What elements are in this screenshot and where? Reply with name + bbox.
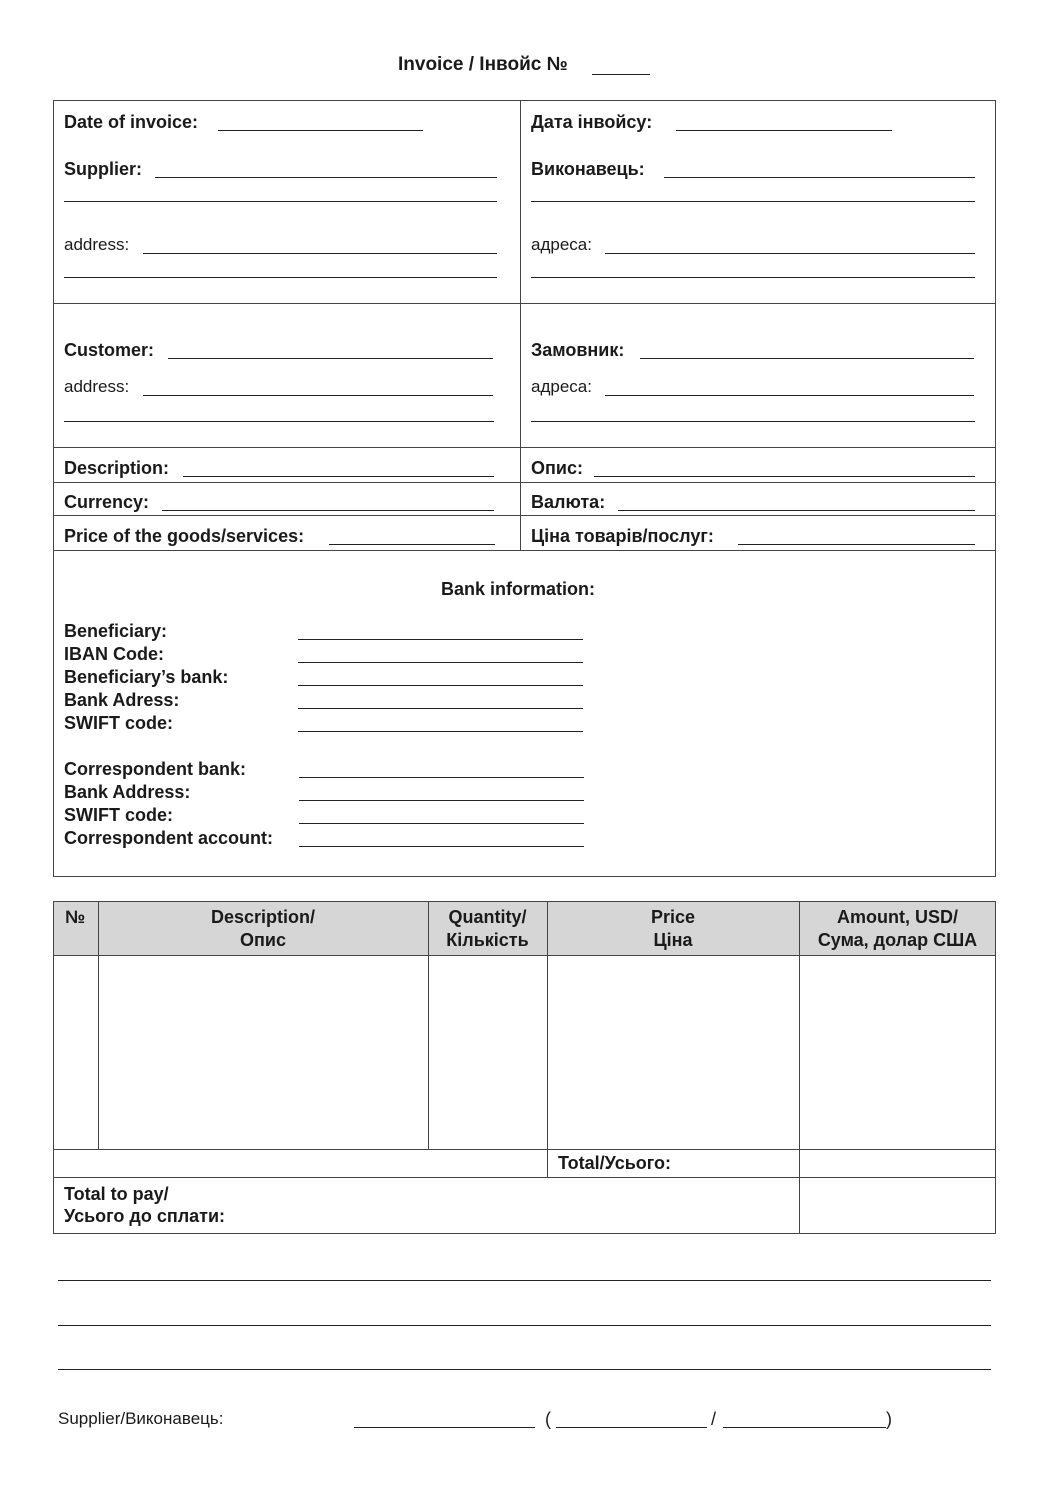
total-label: Total/Усього: [558,1153,672,1173]
bank-field-line[interactable] [298,685,583,686]
description-field-ua[interactable] [594,476,975,477]
correspondent-field-label: Correspondent account: [64,828,274,848]
header-description [98,906,428,952]
header-description-line2: Опис [240,930,286,950]
header-quantity-line2: Кількість [446,930,529,950]
supplier-field-en-2[interactable] [64,201,497,202]
table-cell-quantity[interactable] [430,957,546,1148]
close-paren: ) [886,1409,892,1429]
notes-line[interactable] [58,1369,991,1370]
bank-field-line[interactable] [298,639,583,640]
customer-address-label-ua: адреса: [531,377,592,396]
header-price-line2: Ціна [653,930,693,950]
price-field-ua[interactable] [738,544,975,545]
price-label-ua: Ціна товарів/послуг: [531,526,714,546]
customer-address-field-en-2[interactable] [64,421,494,422]
currency-label-ua: Валюта: [531,492,606,512]
supplier-address-label-en: address: [64,235,130,254]
correspondent-field-line[interactable] [299,846,584,847]
open-paren: ( [545,1409,551,1429]
total-to-pay-label-line2: Усього до сплати: [64,1206,226,1226]
total-to-pay-label-line1: Total to pay/ [64,1184,169,1204]
customer-label-en: Customer: [64,340,155,360]
date-label-en: Date of invoice: [64,112,199,132]
row-divider [53,1177,996,1178]
header-quantity [428,906,547,952]
supplier-address-field-en-2[interactable] [64,277,497,278]
header-price [547,906,799,952]
signature-surname-line[interactable] [723,1427,886,1428]
bank-field-line[interactable] [298,708,583,709]
correspondent-field-label: SWIFT code: [64,805,173,825]
currency-field-en[interactable] [162,510,494,511]
description-label-en: Description: [64,458,170,478]
row-divider [53,1149,996,1150]
signature-name-line[interactable] [556,1427,707,1428]
bank-field-label: Beneficiary: [64,621,168,641]
supplier-address-field-ua-2[interactable] [531,277,975,278]
invoice-number-line[interactable] [592,74,650,75]
customer-section [53,303,996,448]
signature-line[interactable] [354,1427,535,1428]
header-amount [799,906,996,952]
header-quantity-line1: Quantity/ [448,907,527,927]
bank-field-label: IBAN Code: [64,644,164,664]
bank-heading: Bank information: [441,579,596,599]
supplier-address-label-ua: адреса: [531,235,592,254]
bank-field-line[interactable] [298,731,583,732]
correspondent-field-label: Bank Address: [64,782,191,802]
supplier-label-ua: Виконавець: [531,159,645,179]
price-field-en[interactable] [329,544,495,545]
customer-field-ua[interactable] [640,358,974,359]
correspondent-field-line[interactable] [299,800,584,801]
invoice-title-text: Invoice / Інвойс № [398,54,568,75]
description-label-ua: Опис: [531,458,583,478]
currency-label-en: Currency: [64,492,150,512]
header-description-line1: Description/ [210,907,316,927]
table-cell-amount[interactable] [801,957,995,1148]
supplier-address-field-en[interactable] [143,253,497,254]
bank-field-line[interactable] [298,662,583,663]
supplier-field-ua[interactable] [664,177,975,178]
bank-field-label: SWIFT code: [64,713,173,733]
table-cell-number[interactable] [55,957,97,1148]
header-number-text: № [65,907,86,927]
bank-field-label: Beneficiary’s bank: [64,667,229,687]
date-field-ua[interactable] [676,130,892,131]
correspondent-field-line[interactable] [299,823,584,824]
row-divider [53,515,996,516]
row-divider [53,482,996,483]
header-amount-line1: Amount, USD/ [837,907,958,927]
correspondent-field-line[interactable] [299,777,584,778]
header-amount-line2: Сума, долар США [817,930,978,950]
customer-address-label-en: address: [64,377,130,396]
slash: / [711,1409,717,1429]
description-field-en[interactable] [183,476,494,477]
customer-address-field-ua-2[interactable] [531,421,975,422]
customer-label-ua: Замовник: [531,340,625,360]
header-number [54,906,98,929]
price-label-en: Price of the goods/services: [64,526,305,546]
customer-address-field-en[interactable] [143,395,493,396]
signature-label: Supplier/Виконавець: [58,1409,224,1428]
customer-field-en[interactable] [168,358,493,359]
total-to-pay-value-cell[interactable] [801,1179,995,1233]
customer-address-field-ua[interactable] [605,395,974,396]
invoice-title [398,54,568,76]
notes-line[interactable] [58,1280,991,1281]
header-price-line1: Price [650,907,696,927]
total-value-cell[interactable] [801,1151,995,1176]
supplier-address-field-ua[interactable] [605,253,975,254]
notes-line[interactable] [58,1325,991,1326]
supplier-field-ua-2[interactable] [531,201,975,202]
supplier-label-en: Supplier: [64,159,143,179]
correspondent-field-label: Correspondent bank: [64,759,247,779]
date-label-ua: Дата інвойсу: [531,112,653,132]
date-field-en[interactable] [218,130,423,131]
bank-field-label: Bank Adress: [64,690,180,710]
currency-field-ua[interactable] [618,510,975,511]
supplier-field-en[interactable] [155,177,497,178]
table-cell-price[interactable] [549,957,798,1148]
table-cell-description[interactable] [100,957,427,1148]
